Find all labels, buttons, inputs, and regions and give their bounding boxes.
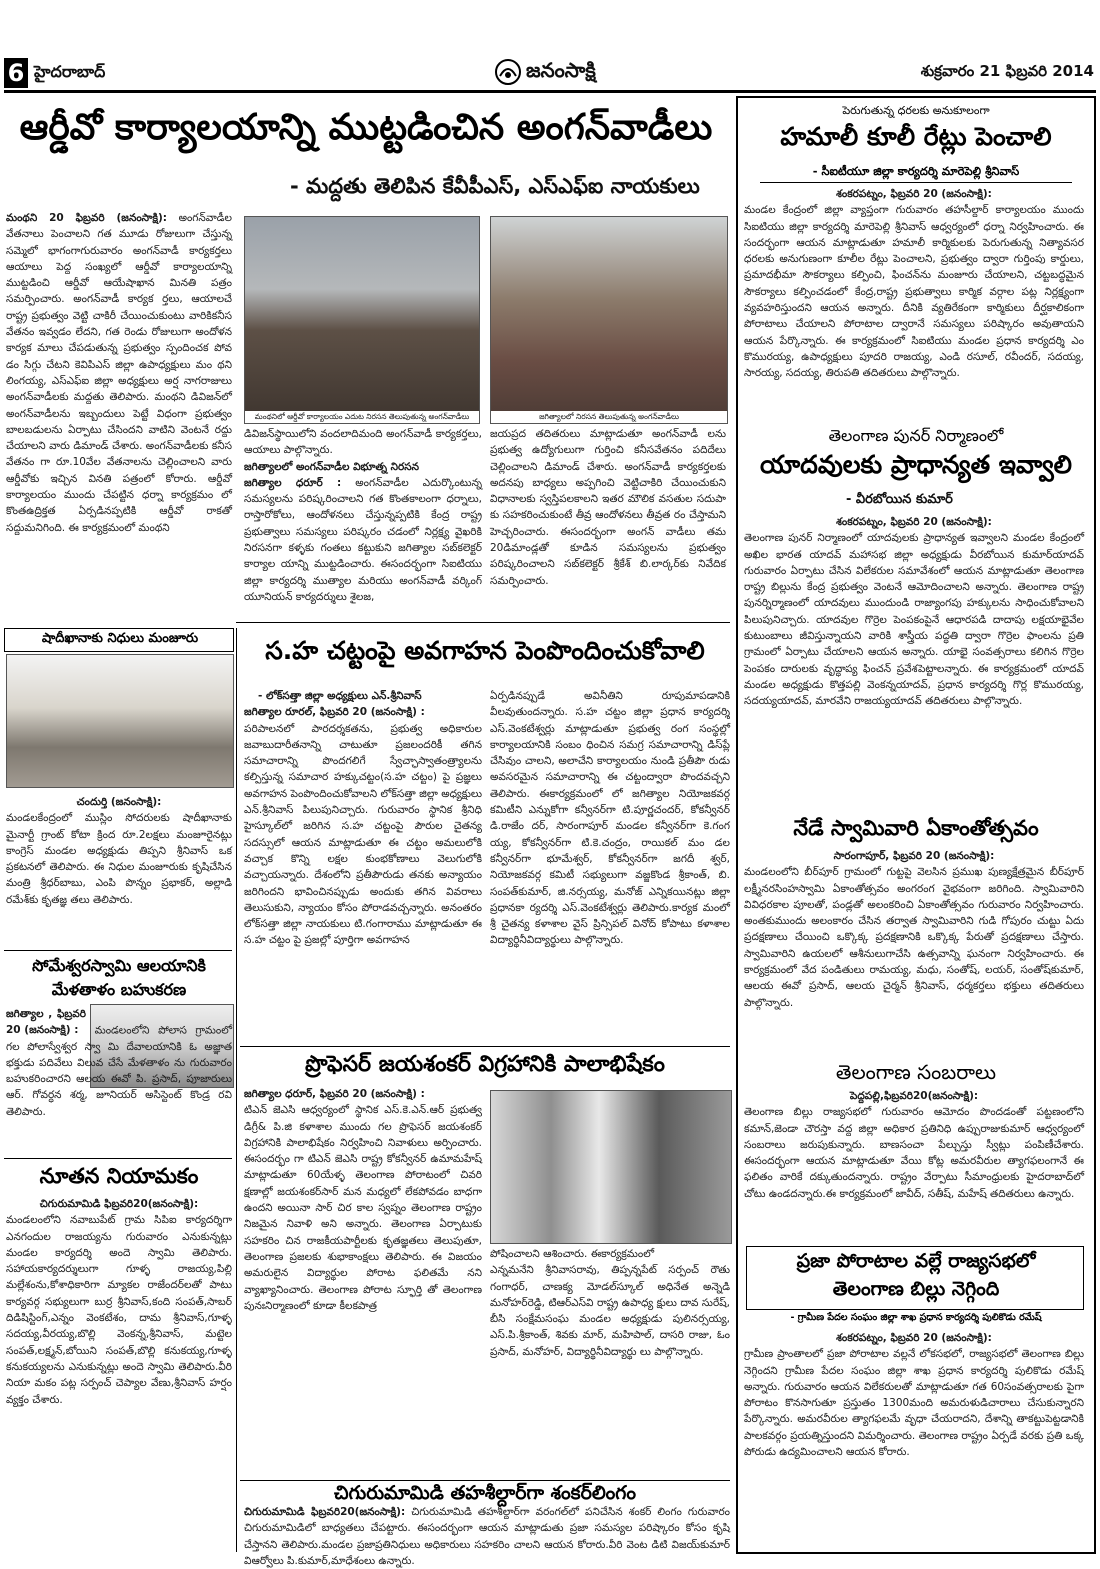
professor-body-1: టిఎన్‌ జెఎసి ఆధ్వర్యంలో స్థానిక ఎస్‌.కె.ఎన్‌.ఆర్‌ ప్రభుత్వ డిగ్రీ& పి.జి కళాశాల ముందు గల ప్రొఫెసర్‌ జయశంకర్‌ విగ్రహానికి పాలాభిషేకం నిర్వహించి నివాళులు అర్పించారు. ఈసందర్భం గా టిఎన్‌ జెఎసి రాష్ట్ర కోకన్వీనర్‌ ఉమామహేష్‌ మాట్లాడుతూ 60యేళ్ళ తెలంగాణ పోరాటంలో చివరి క్షణాల్లో జయశంకర్‌సార్‌ మన మధ్యలో లేకపోవడం బాధగా ఉందని అయినా సార్‌ చిర కాల స్వప్నం తెలంగాణ రాష్ట్రం నిజమైన నివాళి అని అన్నారు. తెలంగాణ ఏర్పాటుకు సహకరిం చిన రాజకీయపార్టీలకు కృతజ్ఞతలు తెలుపుతూ, తెలంగాణ ప్రజలకు శుభాకాంక్షలు తెలిపారు. ఈ విజయం అమరులైన విద్యార్థుల పోరాట ఫలితమే నని వ్యాఖ్యానించారు. తెలంగాణ పోరాట స్ఫూర్తి తో తెలంగాణ పునఃనిర్మాణంలో కూడా కీలకపాత్ర bbox=[244, 1104, 482, 1312]
lead-dateline-2: జగిత్యాల ధరూర్‌ : bbox=[244, 476, 342, 489]
professor-body-2: ఎన్నమనేని శ్రీనివాసరావు, తిప్పన్నపేట్‌ సర్పంచ్‌ రౌతు గంగాధర్‌, చాణక్య మోడల్‌స్కూల్‌ అధినేత అన్నెడి మనోహర్‌రెడ్డి, టిఆర్‌ఎస్‌వి రాష్ట్ర ఉపాధ్య క్షులు దావ సురేష్‌, బీసి సంక్షేమసంఘ మండల అధ్యక్షుడు పులినర్సయ్య, ఎస్‌.పి.శ్రీకాంత్‌, శివకు మార్‌, మహిపాల్‌, దాసరి రాజు, ఓం ప్రసాద్‌, మనోహర్‌, విద్యార్థినీవిద్యార్థు లు పాల్గొన్నారు. bbox=[490, 1264, 730, 1358]
lead-headline: ఆర్డీవో కార్యాలయాన్ని ముట్టడించిన అంగన్‌వాడీలు bbox=[19, 107, 713, 148]
lead-body-2: డివిజన్‌స్థాయిలోని వందలాదిమంది అంగన్‌వాడీ కార్యకర్తలు, ఆయాలు పాల్గొన్నారు. bbox=[244, 428, 482, 457]
rti-body-2: ఏర్పడినప్పుడే అవినీతిని రూపుమాపడానికి వీలవుతుందన్నారు. స.హ చట్టం జిల్లా ప్రధాన కార్యదర్శి ఎస్‌.వెంకటేశ్వర్లు మాట్లాడుతూ ప్రభుత్వ రంగ సంస్థల్లో కార్యాలయానికి సంబం ధించిన సమగ్ర సమాచారాన్ని డిస్‌ప్లే చేసివుం చాలని, అలాచేని కార్యాలయం నుండి ప్రతీపౌ రుడు అవసరమైన సమాచారాన్ని ఈ చట్టంద్వారా పొందవచ్చని తెలిపారు. ఈకార్యక్రమంలో లో జగిత్యాల నియోజకవర్గ కమిటీని ఎన్నుకోగా కన్వీనర్‌గా టి.పూర్ణచందర్‌, కోకన్వీనర్‌ డి.రాజేం దర్‌, సారంగాపూర్‌ మండల కన్వీనర్‌గా కె.గంగ య్య, కోకన్వీనర్‌గా టి.కె.చంద్రం, రాయికల్‌ మం డల కన్వీనర్‌గా భూమేశ్వర్‌, కోకన్వీనర్‌గా జగదీ శ్వర్‌, నియోజకవర్గ కమిటీ సభ్యులుగా వజ్జకొండ శ్రీకాంత్‌, బి. సంపత్‌కుమార్‌, జి.నర్సయ్య, మనోజ్‌ ఎన్నికయినట్లు జిల్లా ప్రధానకా ర్యదర్శి ఎస్‌.వెంకటేశ్వర్లు తెలిపారు.కార్యక మంలో శ్రీ చైతన్య కళాశాల వైస్‌ ప్రిన్సిపల్‌ వినోద్‌ కోపాటు కళాశాల విద్యార్థినీవిద్యార్థులు పాల్గొన్నారు. bbox=[490, 690, 730, 947]
professor-col-2 bbox=[490, 1246, 730, 1482]
lead-body-1: అంగన్‌వాడీల వేతనాలు పెంచాలని గత మూడు రోజులుగా చేస్తున్న సమ్మెలో భాగంగాగురువారం అంగన్‌వాడీ కార్యకర్తలు ఆయాలు పెద్ద సంఖ్యలో ఆర్డీవో కార్యాలయాన్ని ముట్టడించి ఆర్డీవో ఆయేషాఖాన మినతి పత్రం సమర్పించారు. అంగన్‌వాడీ కార్యక ర్తలు, ఆయాలచే రాష్ట్ర ప్రభుత్వం వెట్టి చాకిరీ చేయించుకుంటు వారికికనీస వేతనం ఇవ్వడం లేదని, గత రెండు రోజులుగా అందోళన కార్యక మాలు చేపడుతున్న ప్రభుత్వం స్పందించక పోవ డం సిగ్గు చేటని కెవిపిఎస్‌ జిల్లా ఉపాధ్యక్షులు మం థని లింగయ్య, ఎస్‌ఎఫ్‌ఐ జిల్లా అధ్యక్షులు అర్ష నాగరాజులు అంగన్‌వాడీలకు మద్దతు తెలిపారు. మంథని డివిజన్‌లో అంగన్‌వాడీలను ఇబ్బందులు పెట్టే విధంగా ప్రభుత్వం బాలబడులను ఏర్పాటు చేసిందని వాటిని వెంటనే రద్దు చేయాలని వారు డిమాండ్‌ చేశారు. అంగన్‌వాడీలకు కనీస వేతనం గా రూ.10వేల వేతనాలను చెల్లించాలని వారు ఆర్డీవోకు ఇచ్చిన వినతి పత్రంలో కోరారు. ఆర్డీవో కార్యాలయం ముందు చేపట్టిన ధర్నా కార్యక్రమం లో కొంతఉద్రిక్తత ఏర్పడినప్పటికి ఆర్డీవో రాకతో సద్దుమనిగింది. ఈ కార్యక్రమంలో మంథని bbox=[6, 212, 232, 534]
swami-text: మండలంలోని బీర్‌పూర్‌ గ్రామంలో గుట్టపై వెలసిన ప్రముఖ పుణ్యక్షేత్రమైన బీర్‌పూర్‌ లక్ష్మీనరసింహస్వామి ఏకాంతోత్సవం అంగరంగ వైభవంగా జరిగింది. స్వామివారిని వివిధరకాల పూలతో, పండ్లతో అలంకరించి ఏకాంతోత్సవం గురువారం నిర్వహించారు. అంతకుముందు అలంకారం చేసిన తర్వాత స్వామివారిని గుడి గోపురం చుట్టు ఏదు ప్రదక్షణాలు చేయించి ఒక్కొక్క ప్రదక్షణానికి ఒక్కొక్క పేరుతో ప్రదక్షణాలు చేస్తారు. స్వామివారిని ఉయలలో ఆశీనులుగాచేసి ఉత్సవాన్ని ఘనంగా నిర్వహించారు. ఈ కార్యక్రమంలో వేద పండితులు రామయ్య, మధు, సంతోష్‌, లయర్‌, సంతోష్‌కుమార్‌, ఆలయ ఈవో ప్రసాద్‌, ఆలయ చైర్మన్‌ శ్రీనివాస్‌, ధర్మకర్తలు భక్తులు తదితరులు పాల్గొన్నారు. bbox=[744, 866, 1084, 1009]
rti-body-1: పరిపాలనలో పారదర్శకతను, ప్రభుత్వ అధికారుల జవాబుదారీతనాన్ని చాటుతూ ప్రజలందరికీ తగిన సమాచారాన్ని పొందగలిగే స్వేచ్ఛాస్వాతంత్ర్యాలను కల్పిస్తున్న సమాచార హక్కుచట్టం(స.హ చట్టం) పై ప్రజ్ఞలు అవగాహన పెంపొందించుకోవాలని లోక్‌సత్తా జిల్లా అధ్యక్షులు ఎన్‌.శ్రీనివాస్‌ పిలుపునిచ్చారు. గురువారం స్థానిక శ్రీనిధి హైస్కూల్‌లో జరిగిన స.హ చట్టంపై పౌరుల చైతన్య సదస్సులో ఆయన మాట్లాడుతూ ఈ చట్టం అమలులోకి వచ్చాక కొన్ని లక్షల కుంభకోణాలు వెలుగులోకి వచ్చాయన్నారు. దేశంలోని ప్రతీపౌరుడు తనకు అన్యాయం జరిగిందని భావించినప్పుడు అందుకు తగిన వివరాలు తెలుసుకుని, న్యాయం కోసం పోరాడవచ్చన్నారు. అనంతరం లోక్‌సత్తా జిల్లా నాయకులు టి.గంగారాము మాట్లాడుతూ ఈ స.హ చట్టం పై ప్రజల్లో పూర్తిగా అవగాహన bbox=[244, 722, 482, 947]
temple-headline-1: సోమేశ్వరస్వామి ఆలయానికి bbox=[32, 956, 206, 975]
masthead-rule bbox=[4, 90, 1096, 93]
lead-column-2 bbox=[244, 426, 482, 620]
shadi-khana-photo bbox=[6, 654, 234, 788]
rti-subhead: - లోక్‌సత్తా జిల్లా అధ్యక్షులు ఎన్‌.శ్రీనివాస్‌ bbox=[258, 690, 422, 702]
celebrations-headline: తెలంగాణ సంబరాలు bbox=[835, 1060, 997, 1084]
bill-subhead: - గ్రామీణ పేదల సంఘం జిల్లా శాఖ ప్రధాన కార్యదర్శి పులికొడు రమేష్‌ bbox=[790, 1312, 1042, 1323]
tahsildar-headline: చిగురుమామిడి తహశీల్దార్‌గా శంకర్‌లింగం bbox=[334, 1482, 636, 1504]
celebrations-text: తెలంగాణ బిల్లు రాజ్యసభలో గురువారం ఆమోదం పొందడంతో పట్టణంలోని కమాన్‌,జెండా చౌరస్తా వద్ద జిల్లా అధికార ప్రతినిధి ఉప్పురాజుకుమార్‌ ఆధ్వర్యంలో సంబరాలు జరుపుకున్నారు. బాణసంచా పేల్చుస్తు స్వీట్లు పంపిణీచేశారు. ఈసందర్భంగా ఆయన మాట్లాడుతూ వేయి కోట్ల అమరవీరుల త్యాగఫలంగానే ఈ ఫలితం వారికే దక్కుతుందన్నారు. రాష్ట్రం వేర్పాటు సీమాంధ్రులకు హైదరాబాద్‌లో చోటు ఉండదన్నారు.ఈ కార్యక్రమంలో జావీద్‌, సతీష్‌, మహేష్‌ తదితరులు ఉన్నారు. bbox=[744, 1106, 1084, 1200]
hamali-kicker: పెరుగుతున్న ధరలకు అనుకూలంగా bbox=[842, 104, 990, 117]
appointment-dateline: చిగురుమామిడి ఫిబ్రవరి20(జనంసాక్షి): bbox=[39, 1198, 199, 1210]
bill-text: గ్రామీణ ప్రాంతాలలో ప్రజా పోరాటాల వల్లనే లోకసభలో, రాజ్యసభలో తెలంగాణ బిల్లు నెగ్గిందని గ్రామీణ పేదల సంఘం జిల్లా శాఖ ప్రధాన కార్యదర్శి పులికొడు రమేష్‌ అన్నారు. గురువారం ఆయన విలేకరులతో మాట్లాడుతూ గత 60సంవత్సరాలకు పైగా పోరాటం కొనసాగుతూ ప్రస్తుతం 1300మంది అమరుళుడిచారాలు చేసుకున్నారని పేర్కొన్నారు. అమరవీరుల త్యాగఫలమే వృధా చేయరాదని, దేశాన్ని తాకట్టుపెట్టడానికి పాలకవర్గం ప్రయత్నిస్తుందని విమర్శించారు. తెలంగాణ రాష్ట్రం ఏర్పడే వరకు ప్రతి ఒక్క పోరుడు ఉద్యమించాలని ఆయన కోరారు. bbox=[744, 1348, 1084, 1459]
rti-col-1 bbox=[244, 688, 482, 1044]
rti-col-2 bbox=[490, 688, 730, 1044]
bill-headline-2: తెలంగాణ బిల్లు నెగ్గింది bbox=[832, 1278, 1000, 1300]
professor-col-1 bbox=[244, 1086, 482, 1482]
shadi-khana-text: మండలకేంద్రంలో ముస్లిం సోదరులకు షాదీఖానాకు మైనార్టీ గ్రాంట్‌ కోటా క్రింద రూ.2లక్షలు మంజూరైనట్లు కాంగ్రెస్‌ మండల అధ్యక్షుడు తిప్పని శ్రీనివాస్‌ ఒక ప్రకటనలో తెలిపారు. ఈ నిధుల మంజూరుకు కృషిచేసిన మంత్రి శ్రీధర్‌బాబు, ఎంపి పొన్నం ప్రభాకర్‌, అల్లాడి రమేశ్‌కు కృతజ్ఞ తలు తెలిపారు. bbox=[6, 812, 232, 906]
rti-dateline: జగిత్యాల రూరల్‌, ఫిబ్రవరి 20 (జనంసాక్షి) : bbox=[244, 706, 425, 719]
shadi-khana-dateline: చందుర్తి (జనంసాక్షి): bbox=[76, 796, 162, 808]
tahsildar-body bbox=[244, 1504, 730, 1567]
professor-dateline: జగిత్యాల ధరూర్‌, ఫిబ్రవరి 20 (జనంసాక్షి) : bbox=[244, 1088, 425, 1100]
lead-photo-1-caption: మంథనిలో ఆర్డీవో కార్యాలయం ఎదుట నిరసన తెలుపుతున్న అంగన్‌వాడీలు bbox=[245, 411, 479, 423]
lead-body-2b: అంగన్‌వాడీల ఎదుర్కొంటున్న సమస్యలను పరిష్కరించాలని గత కొంతకాలంగా ధర్నాలు, రాస్తారోకోలు, ఆందోళనలు చేస్తున్నప్పటికి కేంద్ర రాష్ట్ర ప్రభుత్వాలు సమస్యలు పరిష్కరం చడంలో నిర్లక్ష్య వైఖరికి నిరసనగా కళ్ళకు గంతలు కట్టుకుని జగిత్యాల సబ్‌కలెక్టర్‌ కార్యాల యాన్ని ముట్టడించారు. ఈసందర్భంగా సిఐటియు జిల్లా కార్యదర్శి ముత్యాల మరియు అంగన్‌వాడీ వర్కింగ్‌ యూనియన్‌ కార్యదర్శులు శైలజ, bbox=[244, 476, 482, 603]
bill-dateline: శంకరపట్నం, ఫిబ్రవరి 20 (జనంసాక్షి): bbox=[836, 1332, 992, 1344]
lead-subsection: జగిత్యాలలో అంగన్‌వాడీల విభూత్న నిరసన bbox=[244, 460, 420, 473]
temple-text: మండలంలోని పోలాస గ్రామంలో గల పోలాస్వేశ్వర స్వా మి దేవాలయానికి ఓ అజ్ఞాత భక్తుడు పదివేలు విలువ చేసే మేళతాళం ను గురువారం బహుకరించారని ఆలయ ఈవో పి. ప్రసాద్‌, పూజారులు ఆర్‌. గోవర్ధన శర్మ, జూనియర్‌ అసిస్టెంట్‌ కొండ్ర రవి తెలిపారు. bbox=[6, 1024, 232, 1118]
hamali-headline: హమాలీ కూలీ రేట్లు పెంచాలి bbox=[780, 122, 1052, 151]
yadav-headline: యాదవులకు ప్రాధాన్యత ఇవ్వాలి bbox=[760, 450, 1072, 479]
shadi-khana-body bbox=[6, 794, 232, 954]
lead-body-3: జయప్రద తదితరులు మాట్లాడుతూ అంగన్‌వాడీ లను ప్రభుత్వ ఉద్యోగులుగా గుర్తించి కనీసవేతనం పదిదేలు చెల్లించాలని డిమాండ్‌ చేశారు. అంగన్‌వాడీ కార్యకర్తలకు అదనపు బాధ్యలు అప్పగించి వెట్టిచాకిరి చేయించుకుని విధానాలకు స్వస్తిపలకాలని ఇతర మౌలిక వసతుల సదుపా కు సహకరించుకుంటే తీవ్ర ఆందోళనలు తీవ్రత రం చేస్తామని హెచ్చరించారు. ఈసందర్భంగా అంగన్‌ వాడీలు తమ 20డిమాండ్లతో కూడిన సమస్యలను ప్రభుత్వం పరిష్కరించాలని సబ్‌కలెక్టర్‌ శ్రీకేశ్‌ బి.లార్కర్‌కు నివేదిక సమర్పించారు. bbox=[490, 428, 726, 587]
temple-headline-2: మేళతాళం బహుకరణ bbox=[51, 980, 187, 999]
professor-photo bbox=[490, 1090, 732, 1244]
appointment-text: మండలంలోని నవాబుపేట్‌ గ్రామ సిపిఐ కార్యదర్శిగా ఎనగందుల రాజయ్యను గురువారం ఎనుకున్నట్లు మండల కార్యదర్శి అందె స్వామి తెలిపారు. సహాయకార్యదర్శులుగా గూళ్ళ రాజయ్య,పిల్లి మల్లేశంను,కోశాధికారిగా మ్యాకల రాజేందర్‌లతో పాటు కార్యవర్గ సభ్యులుగా బుర్ర శ్రీనివాస్‌,కంది సంపత్‌,సాబర్‌ దిడిషిస్టింగ్‌,ఎన్నం వెంకటేశం, దామ శ్రీనివాస్‌,గూళ్ళ సదయ్య,వీరయ్య,బొల్లి వెంకన్న,శ్రీనివాస్‌, మట్టెల సంపత్‌,లక్ష్మన్‌,బోయిని సంపత్‌,బొల్లి కనుకయ్య,గూళ్ళ కనుకయ్యలను ఎనుకున్నట్లు అందె స్వామి తెలిపారు.వీరి నియా మకం పట్ల సర్పంచ్‌ చెప్యాల వేణు,శ్రీనివాస్‌ హర్షం వ్యక్తం చేశారు. bbox=[6, 1214, 232, 1406]
tahsildar-dateline: చిగురుమామిడి ఫిబ్రవరి20(జనంసాక్షి): bbox=[244, 1506, 406, 1518]
hamali-body bbox=[744, 186, 1084, 418]
lead-column-1 bbox=[6, 210, 232, 620]
issue-date: శుక్రవారం 21 ఫిబ్రవరి 2014 bbox=[920, 62, 1094, 80]
professor-headline: ప్రొఫెసర్‌ జయశంకర్‌ విగ్రహానికి పాలాభిషేకం bbox=[305, 1052, 665, 1077]
left-rule-2 bbox=[4, 1158, 232, 1159]
logo-icon bbox=[494, 58, 522, 86]
celebrations-body bbox=[744, 1088, 1084, 1244]
middle-rule-1 bbox=[240, 1046, 730, 1047]
rti-headline: స.హ చట్టంపై అవగాహన పెంపొందించుకోవాలి bbox=[265, 636, 705, 665]
temple-dateline: జగిత్యాల , ఫిబ్రవరి 20 (జనంసాక్షి) : bbox=[6, 1008, 86, 1037]
lead-subhead: - మద్దతు తెలిపిన కేవీపీఎస్‌, ఎస్‌ఎఫ్‌ఐ నాయకులు bbox=[290, 174, 700, 198]
hamali-sub-rule bbox=[760, 182, 1072, 183]
left-rule-1 bbox=[4, 950, 232, 951]
hamali-subhead: - సీఐటీయూ జిల్లా కార్యదర్శి మారెపెల్లి శ్రీనివాస్‌ bbox=[812, 164, 1020, 178]
paper-logo bbox=[494, 56, 630, 88]
yadav-text: తెలంగాణ పునర్‌ నిర్మాణంలో యాదవులకు ప్రాధాన్యత ఇవ్వాలని మండల కేంద్రంలో అఖిల భారత యాదవ్‌ మహాసభ జిల్లా అధ్యక్షుడు వీరబోయిన కుమార్‌యాదవ్‌ గురువారం ఏర్పాటు చేసిన విలేకరుల సమావేశంలో ఆయన మాట్లాడుతూ తెలంగాణ రాష్ట్ర బిల్లును కేంద్ర ప్రభుత్వం వెంటనే ఆమోదించాలని అన్నారు. తెలంగాణ రాష్ట్ర పునర్నిర్మాణంలో యాదవులు ముందుండి రాజ్యాంగపు హక్కులను సాధించుకోవాలని పిలుపునిచ్చారు. యాదవుల గొర్రెల పెంపకంపైనే ఆధారపడి దాదాపు లక్షయాభైవేల కుటుంబాలు జీవిస్తున్నాయని వారికి శాస్త్రీయ పద్ధతి ద్వారా గొర్రెల ఫాంలను ప్రతి గ్రామంలో ఏర్పాటు చేయాలని ఆయన అన్నారు. యాభై సంవత్సరాలు కలిగిన గొర్రెల పెంపకం దారులకు వృద్ధాప్య ఫించన్‌ ప్రవేశపెట్టాలన్నారు. ఈ కార్యక్రమంలో యాదవ్‌ మండల అధ్యక్షుడు కొత్తపల్లి వెంకన్నయాదవ్‌, ప్రధాన కార్యదర్శి గొర్ల కొమురయ్య, సదయ్యయాదవ్‌, మారవేని రాజయ్యయాదవ్‌ తదితరులు పాల్గొన్నారు. bbox=[744, 532, 1084, 708]
lead-column-3 bbox=[490, 426, 726, 620]
shadi-khana-headline: షాదీఖానాకు నిధులు మంజూరు bbox=[41, 631, 199, 646]
celebrations-dateline: పెద్దపల్లి,ఫిబ్రవరి20(జనంసాక్షి): bbox=[849, 1090, 979, 1102]
temple-body bbox=[6, 1006, 232, 1152]
yadav-subhead: - వీరబోయిన కుమార్‌ bbox=[846, 492, 953, 507]
hamali-dateline: శంకరపట్నం, ఫిబ్రవరి 20 (జనంసాక్షి): bbox=[836, 188, 992, 200]
lead-photo-2 bbox=[490, 216, 728, 424]
hamali-text: మండల కేంద్రంలో జిల్లా వ్యాప్తంగా గురువారం తహసీల్దార్‌ కార్యాలయం ముందు సిఐటియు జిల్లా కార్యదర్శి మారెపెల్లి శ్రీనివాస్‌ ఆధ్వర్యంలో ధర్నా నిర్వహించారు. ఈ సందర్భంగా ఆయన మాట్లాడుతూ హమాలీ కార్మికులకు పెరుగుతున్న నిత్యావసర ధరలకు అనుగుణంగా కూలీల రేట్లు పెంచాలని, ప్రభుత్వం ద్వారా గుర్తింపు కార్డులు, ప్రమాదభీమా సౌకర్యాలు కల్పించి, ఫించన్‌ను మంజూరు చేయాలని, చట్టబద్ధమైన సౌకర్యాలు కల్పించడంలో కేంద్ర,రాష్ట్ర ప్రభుత్వాలు కార్మిక వర్గాల పట్ల నిర్లక్ష్యంగా వ్యవహరిస్తుందని ఆయన అన్నారు. దీనికి వ్యతిరేకంగా కార్మికులు దీర్ఘకాలికంగా పోరాటాలు చేయాలని పోరాటాల ద్వారానే సమస్యలు పరిష్కారం అవుతాయని ఆయన పేర్కొన్నారు. ఈ కార్యక్రమంలో సిఐటియు మండల ప్రధాన కార్యదర్శి ఎం కొమురయ్య, ఉపాధ్యక్షులు పూదరి రాజయ్య, ఎండి రసూల్‌, రవీందర్‌, సదయ్య, సారయ్య, సదయ్య, తిరుపతి తదితరులు పాల్గొన్నారు. bbox=[744, 204, 1084, 380]
bill-body bbox=[744, 1330, 1084, 1546]
paper-name: జనంసాక్షి bbox=[526, 58, 596, 82]
lead-photo-2-caption: జగిత్యాలలో నిరసన తెలుపుతున్న అంగన్‌వాడీలు bbox=[491, 411, 727, 423]
yadav-dateline: శంకరపట్నం, ఫిబ్రవరి 20 (జనంసాక్షి): bbox=[836, 516, 992, 528]
bill-headline-1: ప్రజా పోరాటాల వల్లే రాజ్యసభలో bbox=[796, 1250, 1036, 1272]
lead-rule bbox=[236, 622, 730, 623]
appointment-body bbox=[6, 1196, 232, 1550]
section-city: హైదరాబాద్ bbox=[34, 62, 106, 81]
yadav-kicker: తెలంగాణ పునర్‌ నిర్మాణంలో bbox=[828, 426, 1004, 445]
lead-dateline: మంథని 20 ఫిబ్రవరి (జనంసాక్షి): bbox=[6, 212, 167, 224]
swami-dateline: సారంగాపూర్‌, ఫిబ్రవరి 20 (జనంసాక్షి): bbox=[833, 850, 995, 862]
page-number: 6 bbox=[4, 58, 28, 88]
yadav-body bbox=[744, 514, 1084, 810]
swami-body bbox=[744, 848, 1084, 1056]
professor-body-2-top: పోషించాలని ఆశించారు. ఈకార్యక్రమంలో bbox=[490, 1248, 655, 1260]
swami-headline: నేడే స్వామివారి ఏకాంతోత్సవం bbox=[793, 816, 1039, 840]
middle-rule-2 bbox=[240, 1480, 730, 1481]
lead-photo-1 bbox=[244, 216, 480, 424]
column-divider-left bbox=[236, 628, 237, 1552]
tahsildar-text: చిగురుమామిడి తహశీల్దార్‌గా వరంగల్‌లో పనిచేసిన శంకర్‌ లింగం గురువారం చిగురుమామిడిలో బాధ్యతలు చేపట్టారు. ఈసందర్భంగా ఆయన మాట్లాడుతు ప్రజా సమస్యల పరిష్కారం కోసం కృషి చేస్తానని తెలిపారు.మండల ప్రజాప్రతినిధులు అధికారులు సహకరిం చాలని ఆయన కోరారు.వీరి వెంట డిటి విజయ్‌కుమార్‌ విఆర్వోలు పి.కుమార్‌,మాధేశంలు ఉన్నారు. bbox=[244, 1506, 730, 1567]
appointment-headline: నూతన నియామకం bbox=[39, 1164, 199, 1188]
